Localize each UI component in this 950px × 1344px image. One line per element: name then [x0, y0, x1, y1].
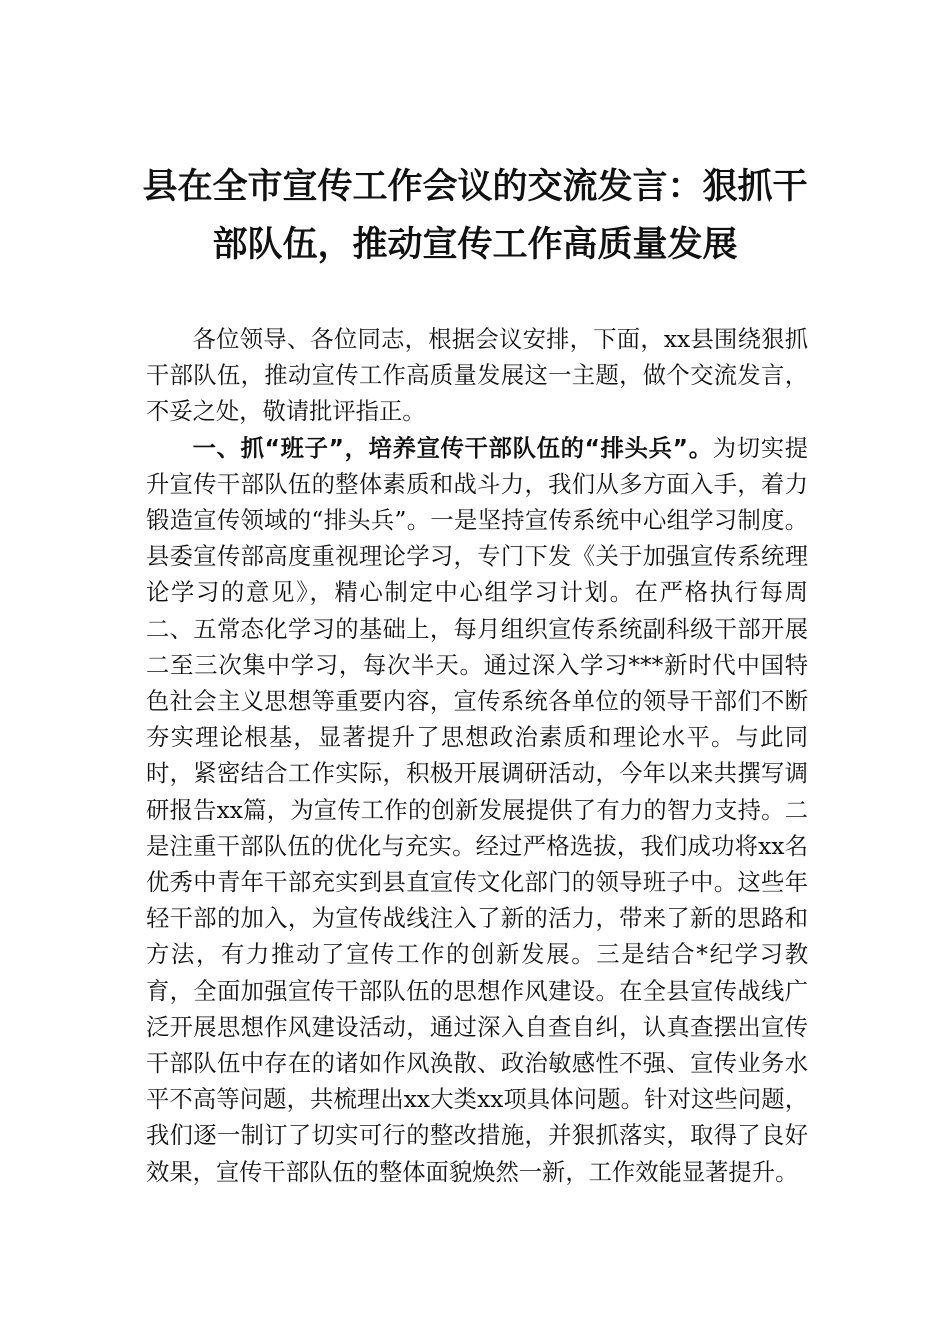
intro-paragraph: 各位领导、各位同志，根据会议安排，下面，xx县围绕狠抓干部队伍，推动宣传工作高质量发展这一主题，做个交流发言，不妥之处，敬请批评指正。	[146, 326, 808, 426]
section-1-heading: 一、抓“班子”，培养宣传干部队伍的“排头兵”。	[192, 434, 713, 462]
document-title: 县在全市宣传工作会议的交流发言：狠抓干部队伍，推动宣传工作高质量发展	[142, 167, 808, 265]
document-body	[146, 322, 808, 1191]
section-1-body: 为切实提升宣传干部队伍的整体素质和战斗力，我们从多方面入手，着力锻造宣传领域的“排头兵”。一是坚持宣传系统中心组学习制度。县委宣传部高度重视理论学习，专门下发《关于加强宣传系统理论学习的意见》，精心制定中心组学习计划。在严格执行每周二、五常态化学习的基础上，每月组织宣传系统副科级干部开展二至三次集中学习，每次半天。通过深入学习***新时代中国特色社会主义思想等重要内容，宣传系统各单位的领导干部们不断夯实理论根基，显著提升了思想政治素质和理论水平。与此同时，紧密结合工作实际，积极开展调研活动，今年以来共撰写调研报告xx篇，为宣传工作的创新发展提供了有力的智力支持。二是注重干部队伍的优化与充实。经过严格选拔，我们成功将xx名优秀中青年干部充实到县直宣传文化部门的领导班子中。这些年轻干部的加入，为宣传战线注入了新的活力，带来了新的思路和方法，有力推动了宣传工作的创新发展。三是结合*纪学习教育，全面加强宣传干部队伍的思想作风建设。在全县宣传战线广泛开展思想作风建设活动，通过深入自查自纠，认真查摆出宣传干部队伍中存在的诸如作风涣散、政治敏感性不强、宣传业务水平不高等问题，共梳理出xx大类xx项具体问题。针对这些问题，我们逐一制订了切实可行的整改措施，并狠抓落实，取得了良好效果，宣传干部队伍的整体面貌焕然一新，工作效能显著提升。	[146, 434, 809, 1186]
section-1-paragraph	[146, 431, 808, 1191]
